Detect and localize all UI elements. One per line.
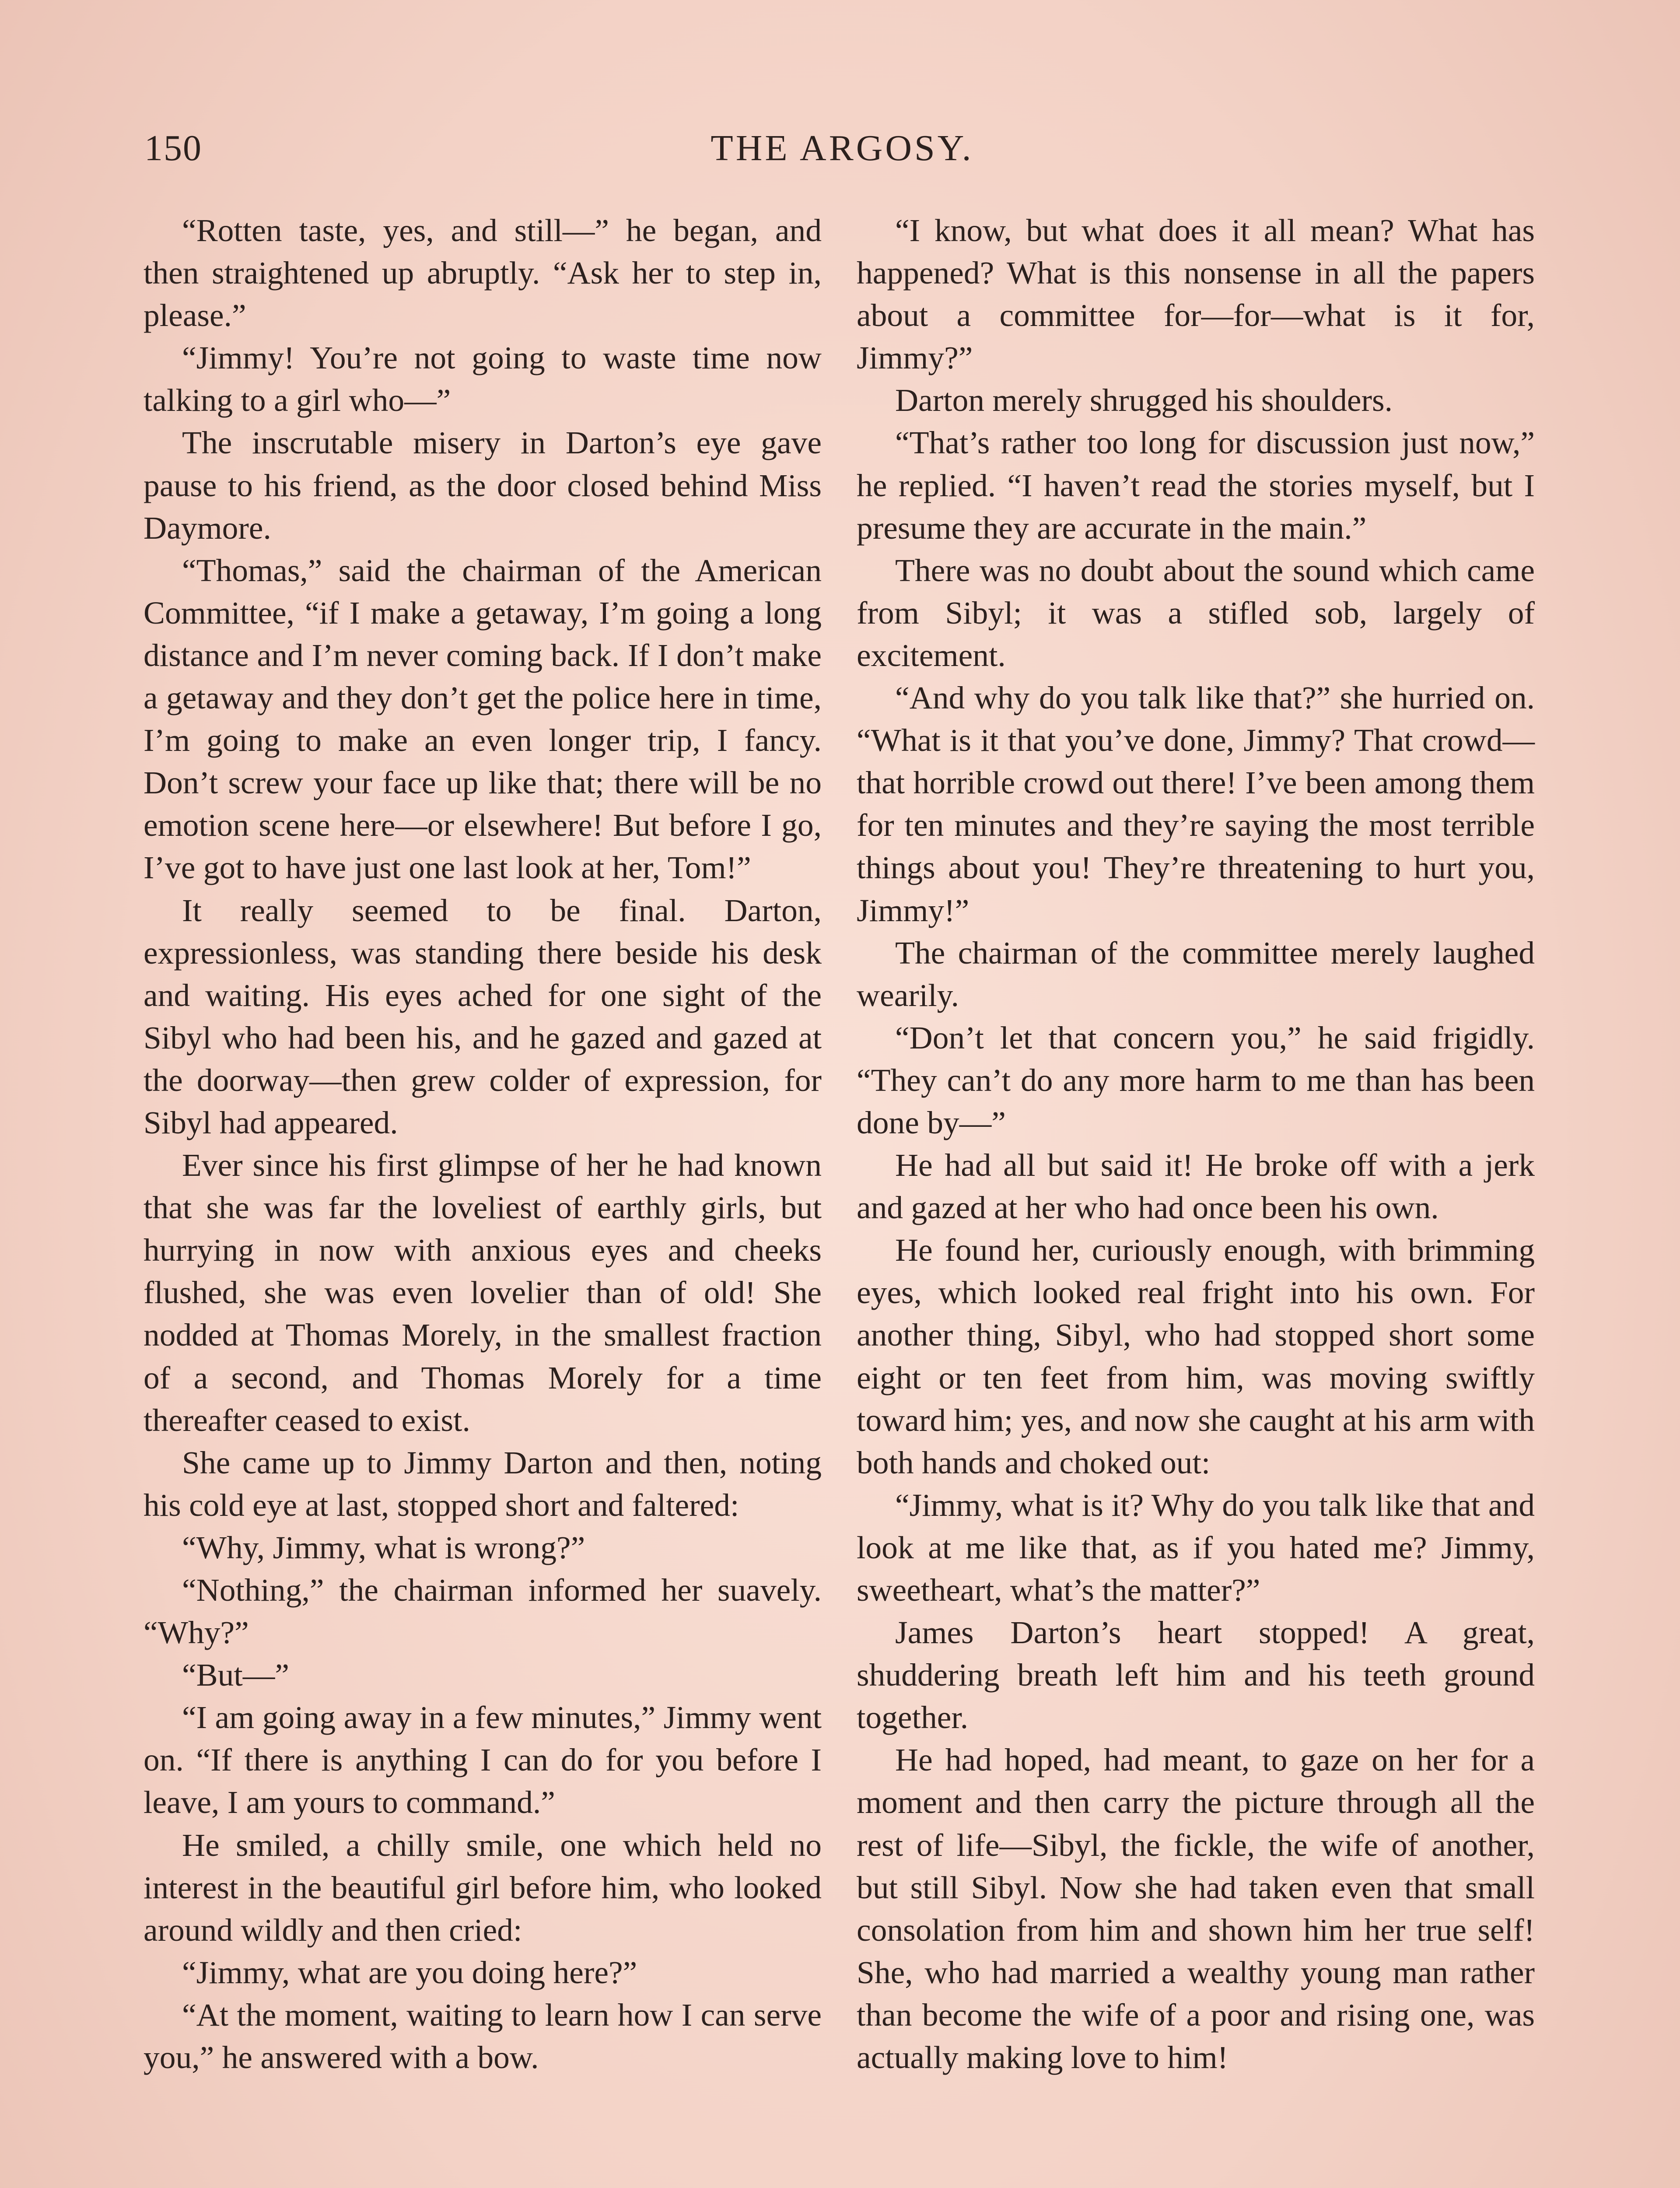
paragraph: “I am going away in a few minutes,” Jimmy went on. “If there is anything I can do for you before I leave, I am yours to command.” — [144, 1700, 822, 1820]
paragraph: “At the moment, waiting to learn how I can serve you,” he answered with a bow. — [144, 1997, 822, 2076]
paragraph: “Nothing,” the chairman informed her suavely. “Why?” — [144, 1572, 822, 1651]
paragraph: The chairman of the committee merely laughed wearily. — [857, 935, 1535, 1013]
page-header — [144, 127, 1540, 184]
paragraph: “But—” — [182, 1657, 289, 1693]
left-column — [144, 209, 822, 2079]
paragraph: Darton merely shrugged his shoulders. — [895, 382, 1393, 418]
paragraph: “Rotten taste, yes, and still—” he began, and then straightened up abruptly. “Ask her to step in, please.” — [144, 213, 822, 333]
paragraph: “Thomas,” said the chairman of the American Committee, “if I make a getaway, I’m going a long distance and I’m never coming back. If I don’t make a getaway and they don’t get the police here in time, I’m going to make an even longer trip, I fancy. Don’t screw your face up like that; there will be no emotion scene here—or elsewhere! But before I go, I’ve got to have just one last look at her, Tom!” — [144, 552, 822, 886]
paragraph: “Jimmy, what are you doing here?” — [182, 1954, 637, 1990]
paragraph: “I know, but what does it all mean? What has happened? What is this nonsense in all the papers about a committee for—for—what is it for, Jimmy?” — [857, 213, 1535, 376]
paragraph: He found her, curiously enough, with brimming eyes, which looked real fright into his own. For another thing, Sibyl, who had stopped short some eight or ten feet from him, was moving swiftly toward him; yes, and now she caught at his arm with both hands and choked out: — [857, 1232, 1535, 1480]
paragraph: He had hoped, had meant, to gaze on her for a moment and then carry the picture through all the rest of life—Sibyl, the fickle, the wife of another, but still Sibyl. Now she had taken even that small consolation from him and shown him her true self! She, who had married a wealthy young man rather than become the wife of a poor and rising one, was actually making love to him! — [857, 1742, 1535, 2076]
right-column — [857, 209, 1535, 2079]
paragraph: Ever since his first glimpse of her he had known that she was far the loveliest of earthly girls, but hurrying in now with anxious eyes and cheeks flushed, she was even lovelier than of old! She nodded at Thomas Morely, in the smallest fraction of a second, and Thomas Morely for a time thereafter ceased to exist. — [144, 1147, 822, 1438]
paragraph: The inscrutable misery in Darton’s eye gave pause to his friend, as the door closed behind Miss Daymore. — [144, 425, 822, 546]
paragraph: He smiled, a chilly smile, one which held no interest in the beautiful girl before him, who looked around wildly and then cried: — [144, 1827, 822, 1948]
running-head: THE ARGOSY. — [710, 128, 974, 168]
paragraph: “And why do you talk like that?” she hurried on. “What is it that you’ve done, Jimmy? That crowd—that horrible crowd out there! I’ve been among them for ten minutes and they’re saying the most terrible things about you! They’re threatening to hurt you, Jimmy!” — [857, 680, 1535, 928]
paragraph: It really seemed to be final. Darton, expressionless, was standing there beside his desk and waiting. His eyes ached for one sight of the Sibyl who had been his, and he gazed and gazed at the doorway—then grew colder of expression, for Sibyl had appeared. — [144, 892, 822, 1140]
paragraph: “Why, Jimmy, what is wrong?” — [182, 1529, 585, 1565]
page-number: 150 — [144, 128, 202, 168]
paragraph: “Don’t let that concern you,” he said frigidly. “They can’t do any more harm to me than has been done by—” — [857, 1020, 1535, 1140]
paragraph: James Darton’s heart stopped! A great, shuddering breath left him and his teeth ground together. — [857, 1615, 1535, 1736]
paragraph: “Jimmy! You’re not going to waste time now talking to a girl who—” — [144, 340, 822, 418]
paragraph: There was no doubt about the sound which came from Sibyl; it was a stifled sob, largely of excitement. — [857, 552, 1535, 673]
paragraph: “Jimmy, what is it? Why do you talk like that and look at me like that, as if you hated me? Jimmy, sweetheart, what’s the matter?” — [857, 1487, 1535, 1608]
paragraph: “That’s rather too long for discussion just now,” he replied. “I haven’t read the stories myself, but I presume they are accurate in the main.” — [857, 425, 1535, 546]
paragraph: She came up to Jimmy Darton and then, noting his cold eye at last, stopped short and faltered: — [144, 1445, 822, 1523]
paragraph: He had all but said it! He broke off with a jerk and gazed at her who had once been his own. — [857, 1147, 1535, 1226]
